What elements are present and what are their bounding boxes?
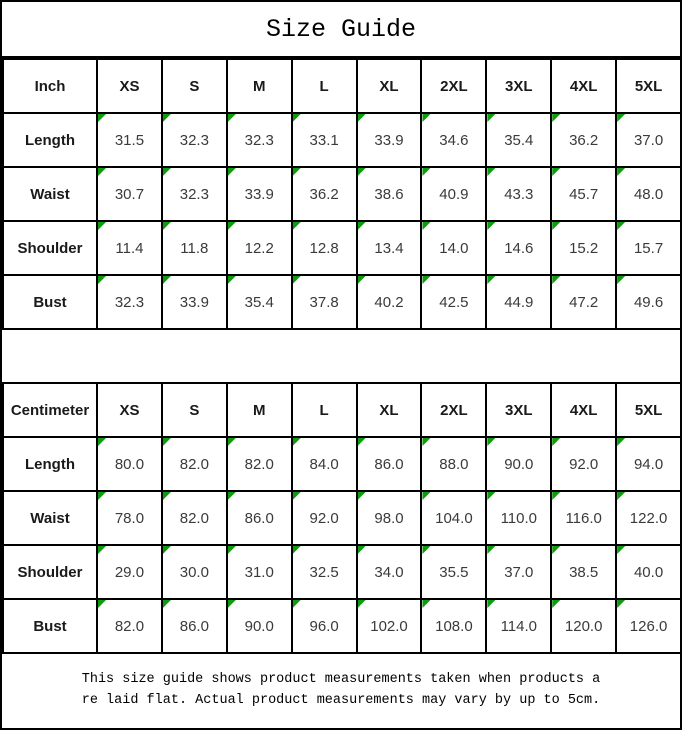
cell-corner-triangle-icon bbox=[228, 600, 236, 608]
measurement-cell: 11.8 bbox=[162, 221, 227, 275]
cell-corner-triangle-icon bbox=[552, 222, 560, 230]
row-label: Shoulder bbox=[3, 545, 97, 599]
measurement-cell: 15.7 bbox=[616, 221, 681, 275]
measurement-cell: 34.6 bbox=[421, 113, 486, 167]
cell-corner-triangle-icon bbox=[358, 438, 366, 446]
measurement-cell: 44.9 bbox=[486, 275, 551, 329]
cell-corner-triangle-icon bbox=[617, 600, 625, 608]
measurement-cell: 14.6 bbox=[486, 221, 551, 275]
cell-corner-triangle-icon bbox=[293, 492, 301, 500]
column-header: S bbox=[162, 59, 227, 113]
cell-corner-triangle-icon bbox=[98, 492, 106, 500]
measurement-cell: 40.0 bbox=[616, 545, 681, 599]
cell-corner-triangle-icon bbox=[293, 168, 301, 176]
cell-corner-triangle-icon bbox=[487, 546, 495, 554]
measurement-cell: 126.0 bbox=[616, 599, 681, 653]
measurement-cell: 37.8 bbox=[292, 275, 357, 329]
cell-corner-triangle-icon bbox=[98, 222, 106, 230]
measurement-cell: 12.8 bbox=[292, 221, 357, 275]
unit-header: Inch bbox=[3, 59, 97, 113]
cell-corner-triangle-icon bbox=[228, 276, 236, 284]
measurement-cell: 78.0 bbox=[97, 491, 162, 545]
cell-corner-triangle-icon bbox=[98, 168, 106, 176]
cell-corner-triangle-icon bbox=[617, 222, 625, 230]
cell-corner-triangle-icon bbox=[228, 438, 236, 446]
measurement-cell: 42.5 bbox=[421, 275, 486, 329]
measurement-cell: 92.0 bbox=[292, 491, 357, 545]
measurement-cell: 108.0 bbox=[421, 599, 486, 653]
cell-corner-triangle-icon bbox=[552, 546, 560, 554]
cell-corner-triangle-icon bbox=[293, 114, 301, 122]
measurement-cell: 40.2 bbox=[357, 275, 422, 329]
cell-corner-triangle-icon bbox=[358, 600, 366, 608]
table-row bbox=[3, 113, 681, 167]
measurement-cell: 32.3 bbox=[97, 275, 162, 329]
cell-corner-triangle-icon bbox=[617, 168, 625, 176]
cell-corner-triangle-icon bbox=[163, 168, 171, 176]
cell-corner-triangle-icon bbox=[422, 492, 430, 500]
cell-corner-triangle-icon bbox=[422, 114, 430, 122]
cell-corner-triangle-icon bbox=[552, 114, 560, 122]
cell-corner-triangle-icon bbox=[228, 222, 236, 230]
measurement-cell: 120.0 bbox=[551, 599, 616, 653]
table-row bbox=[3, 167, 681, 221]
row-label: Length bbox=[3, 437, 97, 491]
table-row bbox=[3, 545, 681, 599]
cell-corner-triangle-icon bbox=[293, 600, 301, 608]
measurement-cell: 86.0 bbox=[357, 437, 422, 491]
measurement-cell: 82.0 bbox=[97, 599, 162, 653]
measurement-cell: 90.0 bbox=[227, 599, 292, 653]
cell-corner-triangle-icon bbox=[293, 276, 301, 284]
centimeter-size-table bbox=[2, 382, 682, 654]
measurement-cell: 86.0 bbox=[162, 599, 227, 653]
measurement-cell: 32.3 bbox=[162, 113, 227, 167]
inch-size-table bbox=[2, 58, 682, 330]
cell-corner-triangle-icon bbox=[552, 276, 560, 284]
measurement-cell: 80.0 bbox=[97, 437, 162, 491]
column-header: 2XL bbox=[421, 383, 486, 437]
table-row bbox=[3, 599, 681, 653]
cell-corner-triangle-icon bbox=[358, 546, 366, 554]
cell-corner-triangle-icon bbox=[293, 438, 301, 446]
column-header: M bbox=[227, 383, 292, 437]
cell-corner-triangle-icon bbox=[552, 168, 560, 176]
row-label: Waist bbox=[3, 167, 97, 221]
cell-corner-triangle-icon bbox=[422, 438, 430, 446]
cell-corner-triangle-icon bbox=[163, 600, 171, 608]
cell-corner-triangle-icon bbox=[228, 114, 236, 122]
measurement-cell: 30.7 bbox=[97, 167, 162, 221]
cell-corner-triangle-icon bbox=[617, 492, 625, 500]
footer-note bbox=[2, 654, 680, 728]
measurement-cell: 35.4 bbox=[227, 275, 292, 329]
measurement-cell: 104.0 bbox=[421, 491, 486, 545]
cell-corner-triangle-icon bbox=[422, 276, 430, 284]
cell-corner-triangle-icon bbox=[487, 438, 495, 446]
measurement-cell: 110.0 bbox=[486, 491, 551, 545]
measurement-cell: 47.2 bbox=[551, 275, 616, 329]
cell-corner-triangle-icon bbox=[98, 114, 106, 122]
cell-corner-triangle-icon bbox=[617, 438, 625, 446]
measurement-cell: 114.0 bbox=[486, 599, 551, 653]
cell-corner-triangle-icon bbox=[163, 438, 171, 446]
cell-corner-triangle-icon bbox=[163, 492, 171, 500]
measurement-cell: 33.9 bbox=[162, 275, 227, 329]
cell-corner-triangle-icon bbox=[422, 546, 430, 554]
measurement-cell: 102.0 bbox=[357, 599, 422, 653]
cell-corner-triangle-icon bbox=[487, 276, 495, 284]
measurement-cell: 38.5 bbox=[551, 545, 616, 599]
column-header: L bbox=[292, 383, 357, 437]
cell-corner-triangle-icon bbox=[163, 114, 171, 122]
spacer-row bbox=[2, 330, 680, 382]
cell-corner-triangle-icon bbox=[358, 114, 366, 122]
cell-corner-triangle-icon bbox=[228, 168, 236, 176]
measurement-cell: 35.4 bbox=[486, 113, 551, 167]
cell-corner-triangle-icon bbox=[617, 114, 625, 122]
measurement-cell: 37.0 bbox=[616, 113, 681, 167]
measurement-cell: 30.0 bbox=[162, 545, 227, 599]
measurement-cell: 122.0 bbox=[616, 491, 681, 545]
cell-corner-triangle-icon bbox=[617, 546, 625, 554]
measurement-cell: 33.1 bbox=[292, 113, 357, 167]
table-row bbox=[3, 491, 681, 545]
cell-corner-triangle-icon bbox=[422, 222, 430, 230]
measurement-cell: 38.6 bbox=[357, 167, 422, 221]
cell-corner-triangle-icon bbox=[98, 546, 106, 554]
measurement-cell: 32.3 bbox=[162, 167, 227, 221]
measurement-cell: 84.0 bbox=[292, 437, 357, 491]
measurement-cell: 36.2 bbox=[292, 167, 357, 221]
measurement-cell: 88.0 bbox=[421, 437, 486, 491]
measurement-cell: 45.7 bbox=[551, 167, 616, 221]
measurement-cell: 49.6 bbox=[616, 275, 681, 329]
cell-corner-triangle-icon bbox=[487, 600, 495, 608]
column-header: 5XL bbox=[616, 383, 681, 437]
cell-corner-triangle-icon bbox=[358, 222, 366, 230]
measurement-cell: 92.0 bbox=[551, 437, 616, 491]
measurement-cell: 29.0 bbox=[97, 545, 162, 599]
row-label: Waist bbox=[3, 491, 97, 545]
measurement-cell: 33.9 bbox=[227, 167, 292, 221]
measurement-cell: 82.0 bbox=[162, 491, 227, 545]
measurement-cell: 33.9 bbox=[357, 113, 422, 167]
measurement-cell: 43.3 bbox=[486, 167, 551, 221]
measurement-cell: 48.0 bbox=[616, 167, 681, 221]
header-row bbox=[3, 383, 681, 437]
page-title: Size Guide bbox=[2, 2, 680, 58]
column-header: L bbox=[292, 59, 357, 113]
column-header: XS bbox=[97, 383, 162, 437]
cell-corner-triangle-icon bbox=[358, 276, 366, 284]
measurement-cell: 98.0 bbox=[357, 491, 422, 545]
measurement-cell: 13.4 bbox=[357, 221, 422, 275]
measurement-cell: 34.0 bbox=[357, 545, 422, 599]
column-header: 2XL bbox=[421, 59, 486, 113]
cell-corner-triangle-icon bbox=[228, 546, 236, 554]
measurement-cell: 94.0 bbox=[616, 437, 681, 491]
table-row bbox=[3, 221, 681, 275]
row-label: Length bbox=[3, 113, 97, 167]
measurement-cell: 82.0 bbox=[162, 437, 227, 491]
cell-corner-triangle-icon bbox=[552, 438, 560, 446]
cell-corner-triangle-icon bbox=[358, 168, 366, 176]
measurement-cell: 32.5 bbox=[292, 545, 357, 599]
cell-corner-triangle-icon bbox=[422, 168, 430, 176]
row-label: Bust bbox=[3, 275, 97, 329]
measurement-cell: 36.2 bbox=[551, 113, 616, 167]
cell-corner-triangle-icon bbox=[552, 492, 560, 500]
header-row bbox=[3, 59, 681, 113]
measurement-cell: 35.5 bbox=[421, 545, 486, 599]
measurement-cell: 32.3 bbox=[227, 113, 292, 167]
measurement-cell: 37.0 bbox=[486, 545, 551, 599]
unit-header: Centimeter bbox=[3, 383, 97, 437]
cell-corner-triangle-icon bbox=[98, 600, 106, 608]
measurement-cell: 82.0 bbox=[227, 437, 292, 491]
measurement-cell: 116.0 bbox=[551, 491, 616, 545]
cell-corner-triangle-icon bbox=[163, 276, 171, 284]
cell-corner-triangle-icon bbox=[163, 546, 171, 554]
cell-corner-triangle-icon bbox=[487, 114, 495, 122]
measurement-cell: 31.0 bbox=[227, 545, 292, 599]
column-header: 4XL bbox=[551, 59, 616, 113]
cell-corner-triangle-icon bbox=[487, 492, 495, 500]
cell-corner-triangle-icon bbox=[98, 438, 106, 446]
measurement-cell: 31.5 bbox=[97, 113, 162, 167]
cell-corner-triangle-icon bbox=[487, 168, 495, 176]
column-header: 4XL bbox=[551, 383, 616, 437]
cell-corner-triangle-icon bbox=[617, 276, 625, 284]
column-header: XS bbox=[97, 59, 162, 113]
cell-corner-triangle-icon bbox=[228, 492, 236, 500]
measurement-cell: 86.0 bbox=[227, 491, 292, 545]
table-row bbox=[3, 437, 681, 491]
measurement-cell: 96.0 bbox=[292, 599, 357, 653]
cell-corner-triangle-icon bbox=[163, 222, 171, 230]
column-header: 3XL bbox=[486, 383, 551, 437]
measurement-cell: 40.9 bbox=[421, 167, 486, 221]
cell-corner-triangle-icon bbox=[422, 600, 430, 608]
column-header: M bbox=[227, 59, 292, 113]
column-header: 3XL bbox=[486, 59, 551, 113]
measurement-cell: 12.2 bbox=[227, 221, 292, 275]
footer-note-line1: This size guide shows product measurements taken when products a bbox=[81, 672, 601, 688]
cell-corner-triangle-icon bbox=[293, 546, 301, 554]
cell-corner-triangle-icon bbox=[487, 222, 495, 230]
column-header: XL bbox=[357, 59, 422, 113]
cell-corner-triangle-icon bbox=[293, 222, 301, 230]
column-header: S bbox=[162, 383, 227, 437]
cell-corner-triangle-icon bbox=[98, 276, 106, 284]
row-label: Bust bbox=[3, 599, 97, 653]
measurement-cell: 15.2 bbox=[551, 221, 616, 275]
column-header: 5XL bbox=[616, 59, 681, 113]
cell-corner-triangle-icon bbox=[358, 492, 366, 500]
row-label: Shoulder bbox=[3, 221, 97, 275]
table-row bbox=[3, 275, 681, 329]
cell-corner-triangle-icon bbox=[552, 600, 560, 608]
column-header: XL bbox=[357, 383, 422, 437]
measurement-cell: 90.0 bbox=[486, 437, 551, 491]
measurement-cell: 11.4 bbox=[97, 221, 162, 275]
measurement-cell: 14.0 bbox=[421, 221, 486, 275]
footer-note-line2: re laid flat. Actual product measurements may vary by up to 5cm. bbox=[81, 693, 601, 708]
